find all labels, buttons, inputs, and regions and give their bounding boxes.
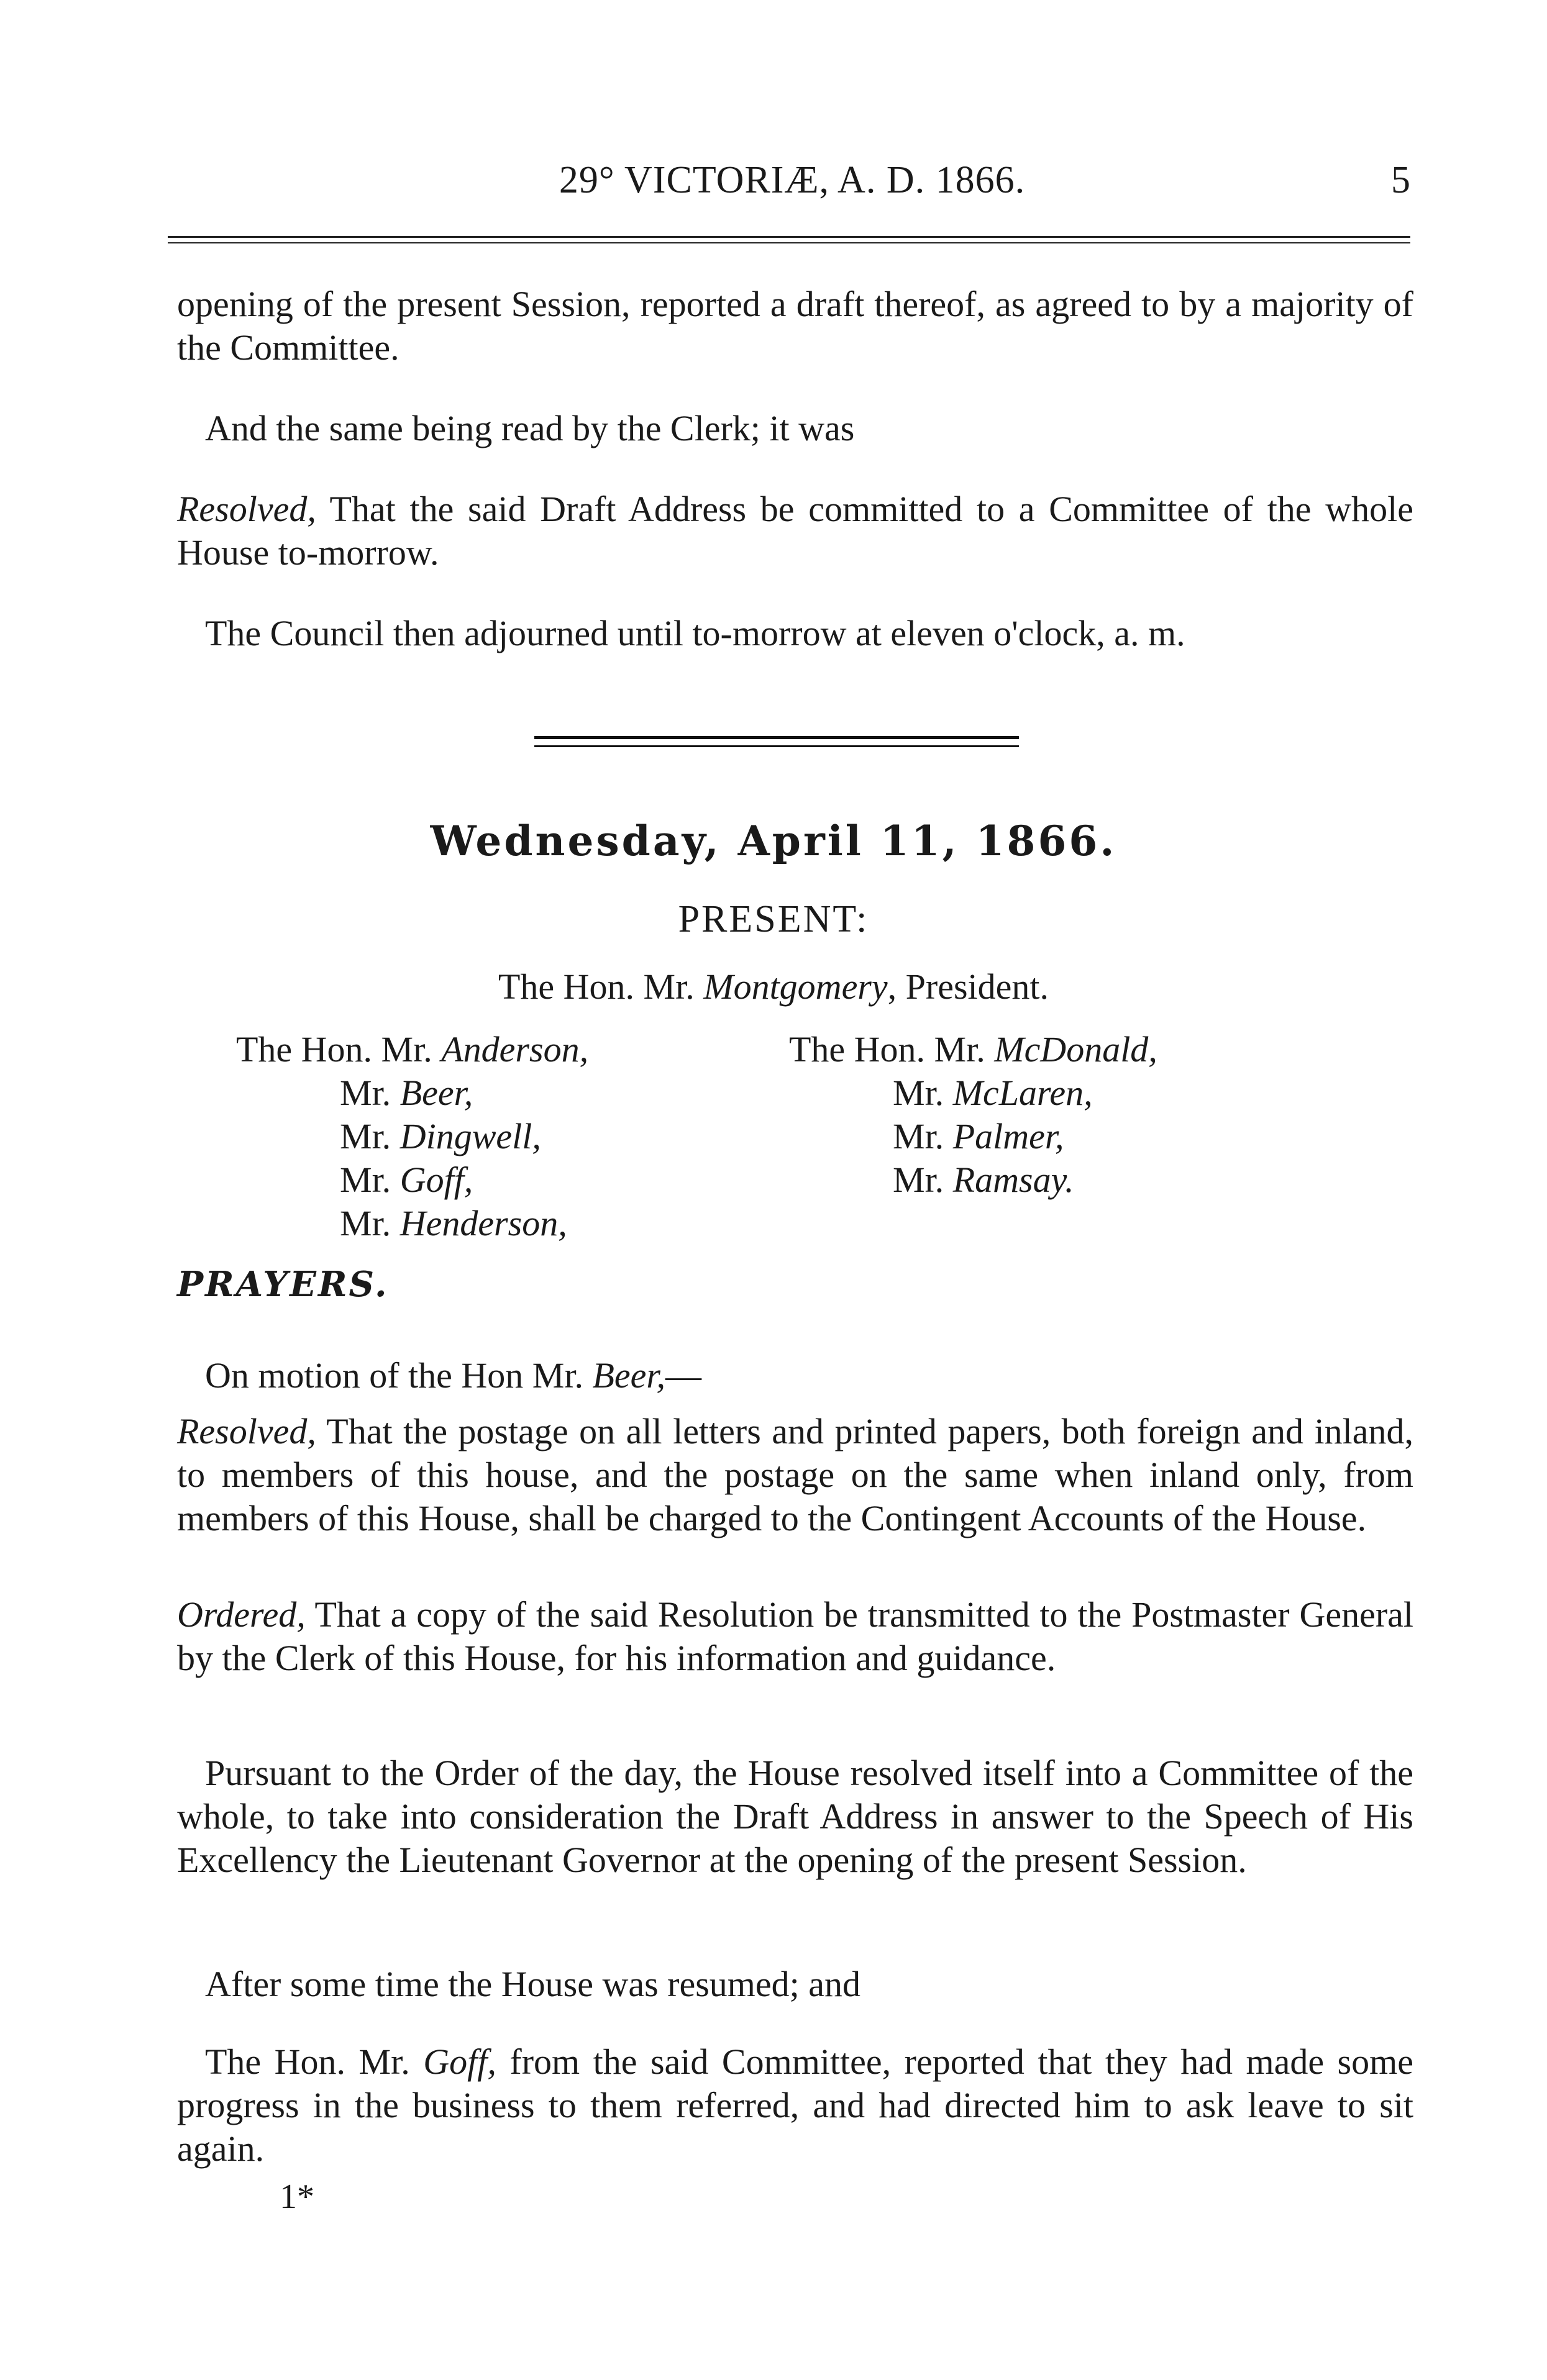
sitting-date-heading: Wednesday, April 11, 1866. [430, 817, 1117, 865]
paragraph-read-by-clerk: And the same being read by the Clerk; it was [205, 408, 855, 448]
running-header [174, 158, 1410, 214]
member-name: Dingwell, [399, 1116, 541, 1156]
member-prefix: The Hon. Mr. [789, 1029, 995, 1070]
president-name: Montgomery [703, 966, 888, 1007]
president-prefix: The Hon. Mr. [498, 966, 704, 1007]
member-mr: Mr. [340, 1116, 400, 1156]
member-row [236, 1115, 588, 1158]
member-row [789, 1028, 1157, 1071]
page-number: 5 [1391, 159, 1410, 201]
member-mr: Mr. [340, 1073, 400, 1113]
member-row [789, 1115, 1157, 1158]
resolved-text: That the said Draft Address be committed to a Committee of the whole House to-morrow. [177, 489, 1413, 573]
member-prefix: The Hon. Mr. [236, 1029, 442, 1070]
member-name: Anderson, [441, 1029, 589, 1070]
margin-heading-prayers: PRAYERS. [177, 1264, 389, 1305]
member-name: Henderson, [399, 1203, 567, 1243]
member-mr: Mr. [893, 1160, 953, 1200]
paragraph-ordered [177, 1593, 1413, 1680]
president-line [0, 966, 1547, 1007]
report-name: Goff, [423, 2042, 496, 2082]
signature-mark: 1* [280, 2178, 314, 2216]
member-name: Palmer, [952, 1116, 1064, 1156]
member-row [789, 1071, 1157, 1115]
member-name: Ramsay. [952, 1160, 1074, 1200]
report-text: from the said Committee, reported that they had made some progress in the business to them referred, and had directed him to ask leave to sit again. [177, 2042, 1413, 2169]
member-mr: Mr. [893, 1116, 953, 1156]
ordered-text: That a copy of the said Resolution be transmitted to the Postmaster General by the Clerk of this House, for his information and guidance. [177, 1594, 1413, 1678]
member-mr: Mr. [893, 1073, 953, 1113]
member-row [236, 1028, 588, 1071]
member-row [236, 1071, 588, 1115]
ordered-label: Ordered, [177, 1594, 306, 1635]
members-right-column [789, 1028, 1157, 1202]
member-mr: Mr. [340, 1160, 400, 1200]
members-left-column [236, 1028, 588, 1245]
header-rule [168, 236, 1410, 243]
paragraph-goff-report [177, 2040, 1413, 2171]
paragraph-adjourned: The Council then adjourned until to-morrow at eleven o'clock, a. m. [205, 613, 1185, 653]
motion-name: Beer, [592, 1355, 666, 1396]
paragraph-resumed: After some time the House was resumed; and [205, 1964, 860, 2004]
member-mr: Mr. [340, 1203, 400, 1243]
paragraph-resolved-postage [177, 1410, 1413, 1540]
member-name: McDonald, [994, 1029, 1157, 1070]
resolved-label: Resolved, [177, 1411, 316, 1451]
report-prefix: The Hon. Mr. [205, 2042, 424, 2082]
member-name: McLaren, [952, 1073, 1093, 1113]
president-suffix: , President. [887, 966, 1049, 1007]
paragraph-resolved-committed [177, 488, 1413, 575]
header-title: 29° VICTORIÆ, A. D. 1866. [559, 159, 1026, 201]
member-name: Beer, [399, 1073, 473, 1113]
paragraph-pursuant: Pursuant to the Order of the day, the House resolved itself into a Committee of the whole, to take into consideration the Draft Address in answer to the Speech of His Excellency the Lieutenant Governor at the opening of the present Session. [177, 1753, 1413, 1880]
member-row [236, 1158, 588, 1202]
resolved-label: Resolved, [177, 489, 316, 529]
member-row [236, 1202, 588, 1245]
paragraph-motion [177, 1354, 1413, 1397]
section-rule [534, 736, 1019, 747]
motion-prefix: On motion of the Hon Mr. [205, 1355, 593, 1396]
present-heading: PRESENT: [678, 898, 869, 940]
motion-suffix: — [665, 1355, 702, 1396]
resolved-text: That the postage on all letters and printed papers, both foreign and inland, to members of this house, and the postage on the same when inland only, from members of this House, shall be charged to the Contingent Accounts of the House. [177, 1411, 1413, 1538]
member-row [789, 1158, 1157, 1202]
paragraph-continued: opening of the present Session, reported a draft thereof, as agreed to by a majority of the Committee. [177, 284, 1413, 368]
member-name: Goff, [399, 1160, 473, 1200]
